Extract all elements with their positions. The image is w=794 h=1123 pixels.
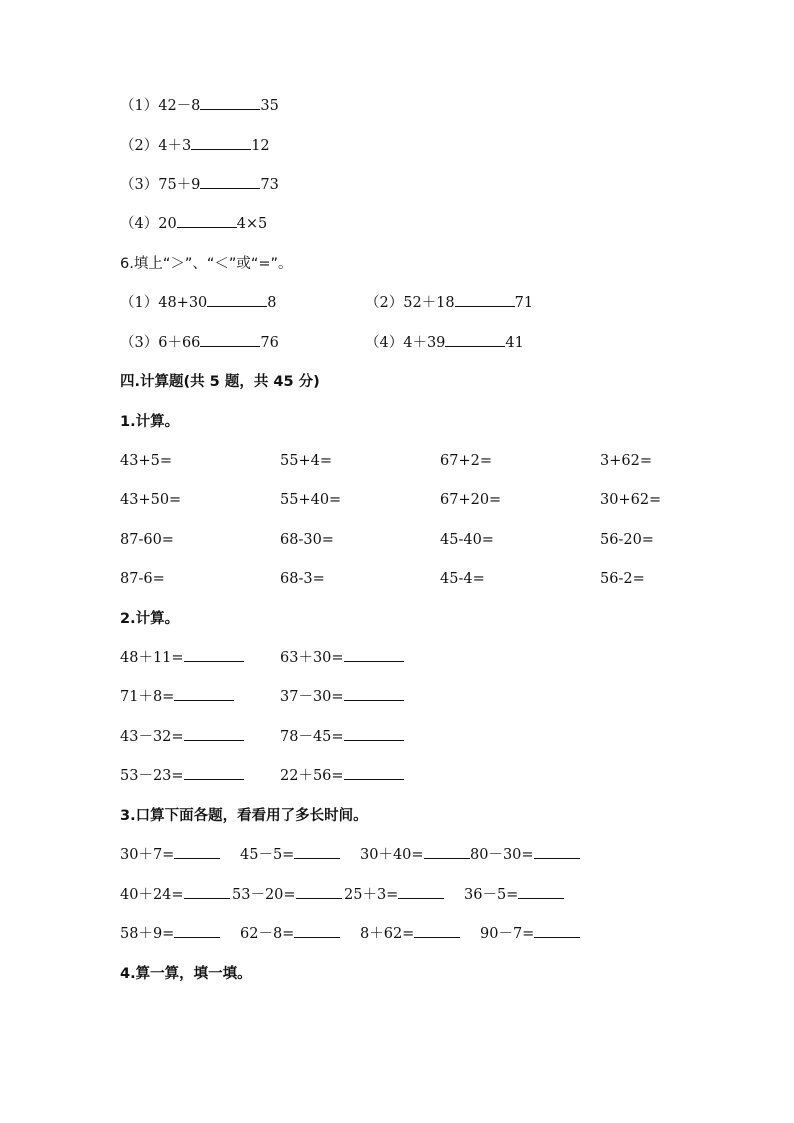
calc-expression: 55+40= — [280, 492, 342, 508]
calc-row — [120, 884, 590, 906]
calc-expression: 56-20= — [600, 532, 654, 548]
answer-blank[interactable] — [296, 884, 342, 899]
answer-blank[interactable] — [344, 686, 404, 701]
compare-item — [120, 174, 279, 196]
calc-item — [280, 726, 404, 748]
calc-row — [120, 568, 720, 590]
calc-expression: 45-40= — [440, 532, 494, 548]
calc-expression: 45-4= — [440, 571, 485, 587]
calc-item — [120, 884, 230, 906]
calc-expression: 25＋3= — [344, 887, 399, 903]
answer-blank[interactable] — [184, 884, 230, 899]
calc-item — [120, 923, 220, 945]
calc-expression: 36－5= — [464, 887, 519, 903]
answer-blank[interactable] — [184, 726, 244, 741]
compare-target: 76 — [260, 335, 279, 351]
calc-item — [344, 884, 444, 906]
calc-item — [120, 647, 244, 669]
compare-item — [120, 135, 270, 157]
calc-row — [120, 686, 420, 708]
answer-blank[interactable] — [344, 647, 404, 662]
calc-item — [470, 844, 580, 866]
section-heading: 四.计算题(共 5 题，共 45 分) — [120, 374, 320, 390]
calc-expression: 53－20= — [232, 887, 296, 903]
answer-blank[interactable] — [294, 844, 340, 859]
calc-expression: 37－30= — [280, 689, 344, 705]
calc-expression: 67+20= — [440, 492, 502, 508]
answer-blank[interactable] — [174, 923, 220, 938]
question-title: 1.计算。 — [120, 414, 180, 430]
compare-item — [365, 292, 533, 314]
calc-expression: 8＋62= — [360, 926, 415, 942]
compare-item — [120, 95, 279, 117]
calc-expression: 30+62= — [600, 492, 662, 508]
compare-expression: （4）4＋39 — [365, 335, 446, 351]
answer-blank[interactable] — [184, 765, 244, 780]
calc-expression: 55+4= — [280, 453, 332, 469]
answer-blank[interactable] — [174, 686, 234, 701]
answer-blank[interactable] — [294, 923, 340, 938]
answer-blank[interactable] — [200, 174, 260, 189]
answer-blank[interactable] — [445, 332, 505, 347]
compare-target: 35 — [260, 98, 279, 114]
calc-item — [360, 923, 460, 945]
calc-expression: 43－32= — [120, 729, 184, 745]
calc-expression: 87-60= — [120, 532, 174, 548]
answer-blank[interactable] — [414, 923, 460, 938]
calc-item — [280, 647, 404, 669]
calc-expression: 58＋9= — [120, 926, 175, 942]
calc-expression: 53－23= — [120, 768, 184, 784]
answer-blank[interactable] — [200, 95, 260, 110]
compare-item — [120, 292, 277, 314]
calc-expression: 68-3= — [280, 571, 325, 587]
answer-blank[interactable] — [191, 135, 251, 150]
calc-expression: 40＋24= — [120, 887, 184, 903]
calc-expression: 45－5= — [240, 847, 295, 863]
question-title: 2.计算。 — [120, 611, 180, 627]
compare-target: 41 — [505, 335, 524, 351]
calc-expression: 63＋30= — [280, 650, 344, 666]
answer-blank[interactable] — [534, 844, 580, 859]
calc-row — [120, 726, 420, 748]
calc-expression: 78－45= — [280, 729, 344, 745]
calc-row — [120, 529, 720, 551]
question-title: 3.口算下面各题，看看用了多长时间。 — [120, 808, 368, 824]
calc-expression: 62－8= — [240, 926, 295, 942]
calc-item — [280, 686, 404, 708]
compare-expression: （4）20 — [120, 216, 177, 232]
calc-item — [240, 844, 340, 866]
calc-expression: 30＋7= — [120, 847, 175, 863]
calc-item — [232, 884, 342, 906]
compare-expression: （2）52＋18 — [365, 295, 455, 311]
calc-expression: 67+2= — [440, 453, 492, 469]
answer-blank[interactable] — [207, 292, 267, 307]
calc-item — [120, 765, 244, 787]
answer-blank[interactable] — [177, 213, 237, 228]
calc-item — [120, 726, 244, 748]
compare-item — [120, 213, 267, 235]
calc-expression: 48＋11= — [120, 650, 184, 666]
answer-blank[interactable] — [200, 332, 260, 347]
compare-target: 73 — [260, 177, 279, 193]
calc-expression: 87-6= — [120, 571, 165, 587]
compare-target: 8 — [267, 295, 277, 311]
calc-row — [120, 647, 420, 669]
calc-row — [120, 844, 590, 866]
compare-target: 4×5 — [236, 216, 268, 232]
answer-blank[interactable] — [455, 292, 515, 307]
calc-expression: 30＋40= — [360, 847, 424, 863]
answer-blank[interactable] — [424, 844, 470, 859]
calc-expression: 71＋8= — [120, 689, 175, 705]
calc-expression: 22＋56= — [280, 768, 344, 784]
calc-item — [120, 686, 234, 708]
compare-expression: （1）48+30 — [120, 295, 208, 311]
answer-blank[interactable] — [184, 647, 244, 662]
answer-blank[interactable] — [344, 726, 404, 741]
calc-expression: 80－30= — [470, 847, 534, 863]
calc-row — [120, 765, 420, 787]
calc-expression: 56-2= — [600, 571, 645, 587]
answer-blank[interactable] — [534, 923, 580, 938]
calc-row — [120, 923, 590, 945]
compare-item — [365, 332, 524, 354]
calc-expression: 43+50= — [120, 492, 182, 508]
compare-row — [120, 332, 680, 354]
calc-row — [120, 489, 720, 511]
compare-row — [120, 292, 680, 314]
answer-blank[interactable] — [518, 884, 564, 899]
compare-target: 71 — [514, 295, 534, 311]
calc-item — [360, 844, 470, 866]
question-title: 6.填上“＞”、“＜”或“=”。 — [120, 256, 293, 272]
calc-expression: 68-30= — [280, 532, 334, 548]
compare-target: 12 — [251, 138, 270, 154]
calc-item — [240, 923, 340, 945]
answer-blank[interactable] — [174, 844, 220, 859]
calc-expression: 90－7= — [480, 926, 535, 942]
compare-expression: （1）42－8 — [120, 98, 201, 114]
answer-blank[interactable] — [398, 884, 444, 899]
compare-expression: （2）4＋3 — [120, 138, 192, 154]
calc-expression: 3+62= — [600, 453, 652, 469]
calc-row — [120, 450, 720, 472]
calc-expression: 43+5= — [120, 453, 172, 469]
answer-blank[interactable] — [344, 765, 404, 780]
compare-expression: （3）6＋66 — [120, 335, 201, 351]
calc-item — [464, 884, 564, 906]
calc-item — [280, 765, 404, 787]
compare-item — [120, 332, 279, 354]
question-title: 4.算一算，填一填。 — [120, 966, 252, 982]
compare-expression: （3）75＋9 — [120, 177, 201, 193]
calc-item — [480, 923, 580, 945]
calc-item — [120, 844, 220, 866]
